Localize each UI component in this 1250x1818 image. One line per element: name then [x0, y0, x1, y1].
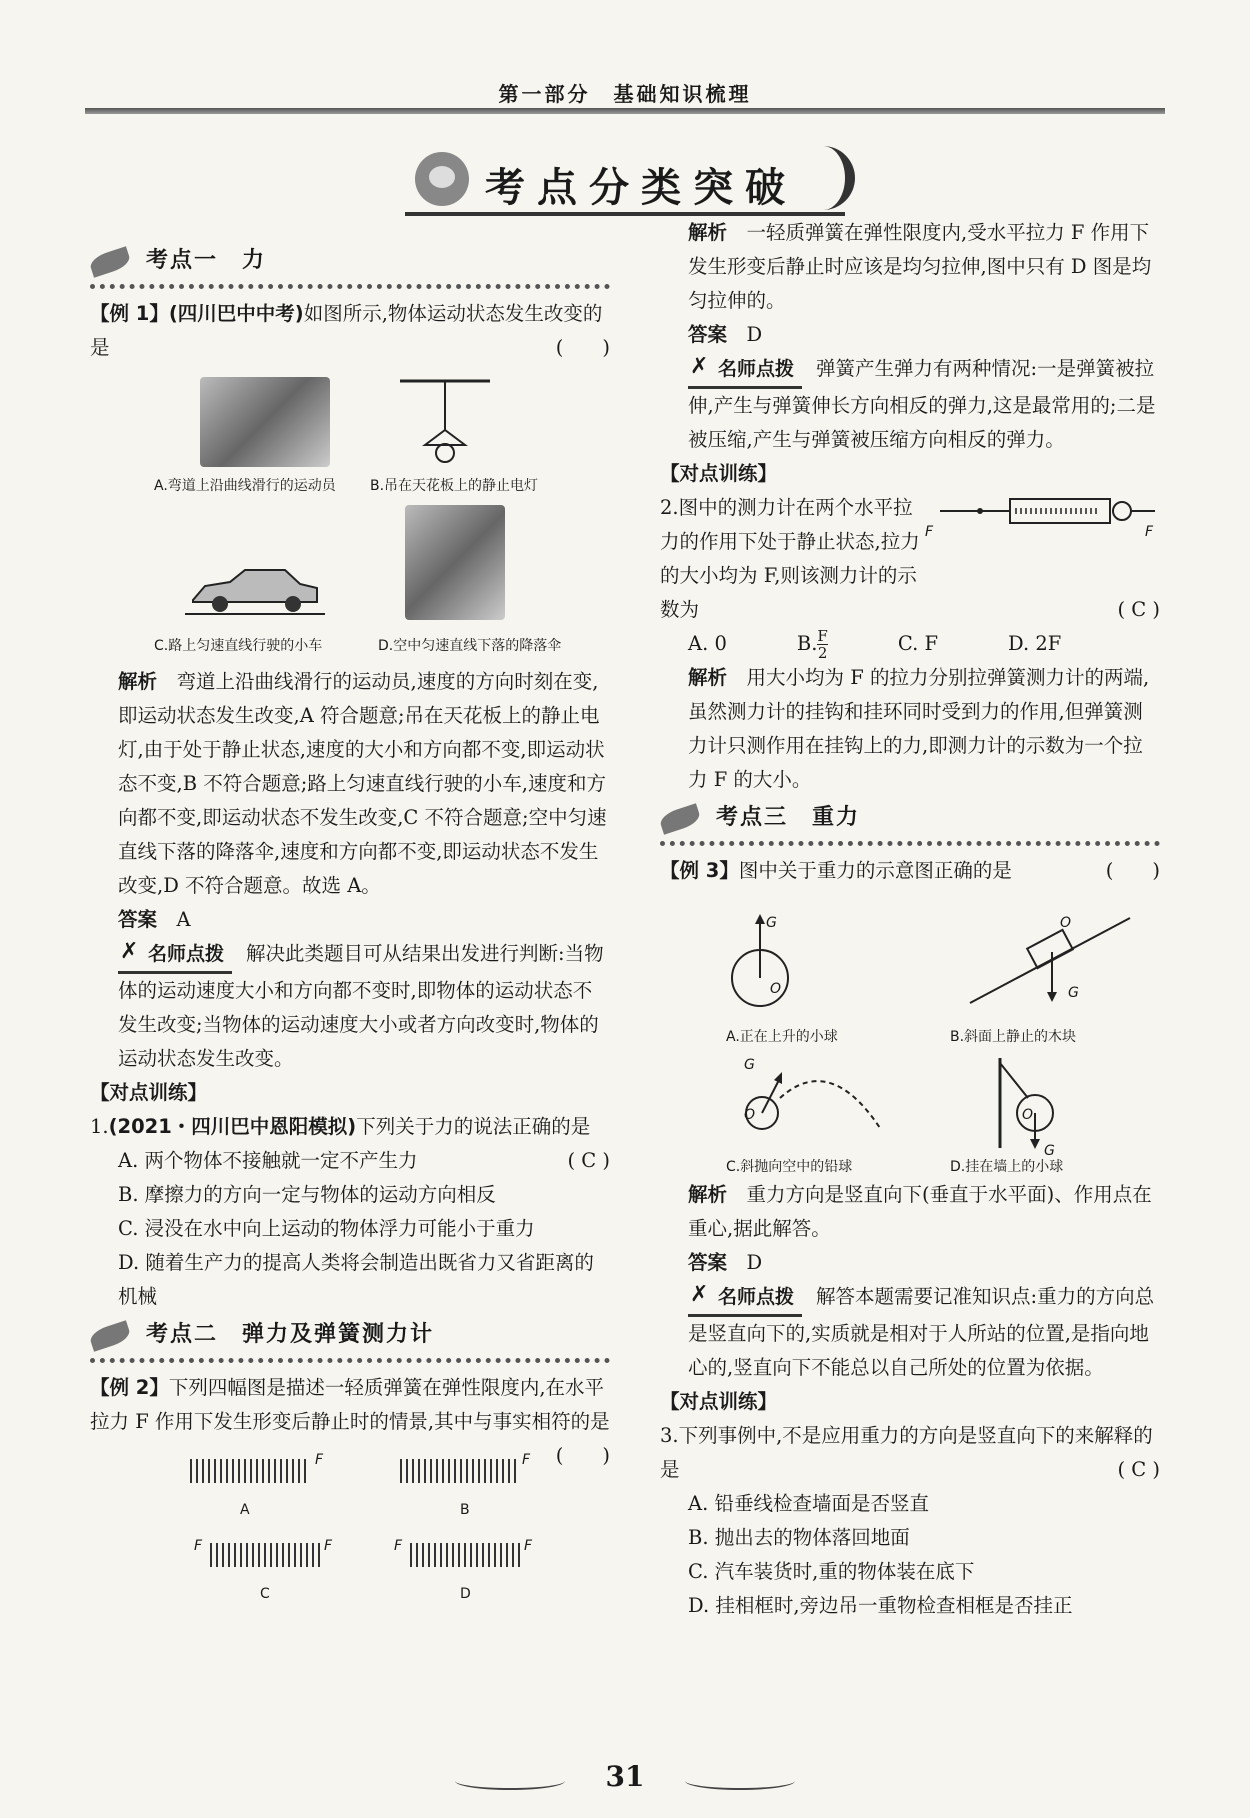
question-2-options [660, 627, 1160, 661]
o-label: O [1060, 915, 1072, 931]
example-1-figure [90, 365, 610, 665]
source: (四川巴中中考) [168, 302, 304, 325]
answer-label: 答案 [688, 323, 728, 346]
fraction [817, 628, 827, 661]
answer-label: 答案 [118, 908, 158, 931]
label-c: C [260, 1586, 270, 1602]
answer-bracket: ( ) [555, 1444, 610, 1467]
answer-value: D [746, 323, 763, 346]
section-title: 考点三 重力 [716, 805, 861, 830]
answer-bracket: ( C ) [567, 1149, 610, 1172]
label-b: B [460, 1502, 470, 1518]
source: (2021・四川巴中恩阳模拟) [108, 1115, 357, 1138]
answer-bracket: ( C ) [1117, 598, 1160, 621]
force-label: F [324, 1538, 333, 1554]
option-a: A. 两个物体不接触就一定不产生力 [118, 1149, 418, 1172]
tip-3 [660, 1280, 1160, 1385]
spring-a [190, 1459, 310, 1483]
caption-a: A.弯道上沿曲线滑行的运动员 [154, 478, 336, 494]
analysis-label: 解析 [118, 670, 158, 693]
spring-b [400, 1459, 520, 1483]
example-2-figure [90, 1439, 610, 1609]
option-d: D. 2F [1008, 632, 1062, 655]
banner-scroll-icon [805, 146, 855, 210]
caption-a: A.正在上升的小球 [726, 1029, 838, 1045]
answer-bracket: ( ) [1105, 859, 1160, 882]
answer-value: A [176, 908, 191, 931]
tip-text: 弹簧产生弹力有两种情况:一是弹簧被拉伸,产生与弹簧伸长方向相反的弹力,这是最常用的;二是被压缩,产生与弹簧被压缩方向相反的弹力。 [688, 357, 1156, 451]
g-label: G [766, 915, 777, 931]
caption-c: C.斜抛向空中的铅球 [726, 1159, 853, 1175]
option-d: D. 挂相框时,旁边吊一重物检查相框是否挂正 [688, 1594, 1073, 1617]
section-title: 考点二 弹力及弹簧测力计 [146, 1322, 435, 1347]
training-label: 【对点训练】 [90, 1081, 208, 1104]
tip-1 [90, 937, 610, 1076]
section-banner [405, 150, 845, 216]
g-label: G [1044, 1143, 1055, 1159]
question-text: 图中关于重力的示意图正确的是 [738, 859, 1012, 882]
shot-put-diagram [740, 1058, 890, 1148]
leaf-icon [88, 246, 132, 277]
question-text: 如图所示,物体运动状态发生改变的是 [90, 302, 603, 359]
example-2-question [90, 1371, 610, 1467]
tip-label: ✗ 名师点拨 [688, 352, 802, 389]
question-number: 1. [90, 1115, 109, 1138]
example-tag: 【例 2】 [90, 1376, 169, 1399]
page-number: 31 [605, 1760, 645, 1793]
g-label: G [744, 1057, 755, 1073]
caption-b: B.斜面上静止的木块 [950, 1029, 1077, 1045]
option-b [797, 627, 828, 661]
force-label: F [315, 1452, 324, 1468]
header-rule [85, 108, 1165, 114]
analysis-label: 解析 [688, 666, 728, 689]
option-b-letter: B. [796, 632, 818, 655]
tip-text: 解答本题需要记准知识点:重力的方向总是竖直向下的,实质就是相对于人所站的位置,是指向地心的,竖直向下不能总以自己所处的位置为依据。 [688, 1285, 1155, 1379]
caption-c: C.路上匀速直线行驶的小车 [154, 638, 323, 654]
banner-title: 考点分类突破 [485, 164, 797, 211]
footer-ornament-left [455, 1772, 565, 1790]
example-3-figure [660, 888, 1160, 1178]
left-column [90, 240, 610, 1609]
caption-d: D.空中匀速直线下落的降落伞 [378, 638, 562, 654]
example-1-question [90, 297, 610, 365]
option-c: C. 浸没在水中向上运动的物体浮力可能小于重力 [118, 1217, 535, 1240]
force-label: F [524, 1538, 533, 1554]
spring-scale-diagram [930, 491, 1160, 551]
force-label-right: F [1145, 524, 1154, 540]
analysis-text: 一轻质弹簧在弹性限度内,受水平拉力 F 作用下发生形变后静止时应该是均匀拉伸,图中只有 D 图是均匀拉伸的。 [688, 221, 1152, 312]
section-title: 考点一 力 [146, 248, 267, 273]
spring-c [210, 1543, 320, 1567]
o-label: O [1022, 1107, 1034, 1123]
force-label-left: F [925, 524, 934, 540]
label-a: A [240, 1502, 250, 1518]
o-label: O [744, 1107, 756, 1123]
force-label: F [522, 1452, 531, 1468]
example-3-answer [660, 1246, 1160, 1280]
training-label: 【对点训练】 [660, 1390, 778, 1413]
option-c: C. F [897, 632, 938, 655]
question-number: 2. [660, 496, 679, 519]
parachute-photo [405, 505, 505, 620]
training-label: 【对点训练】 [660, 462, 778, 485]
option-c: C. 汽车装货时,重的物体装在底下 [688, 1560, 975, 1583]
example-2-answer [660, 318, 1160, 352]
tip-label: ✗ 名师点拨 [688, 1280, 802, 1317]
answer-value: D [746, 1251, 763, 1274]
mascot-icon [415, 152, 469, 206]
question-text: 下列事例中,不是应用重力的方向是竖直向下的来解释的是 [660, 1424, 1153, 1481]
example-1-answer [90, 903, 610, 937]
question-text: 下列关于力的说法正确的是 [356, 1115, 591, 1138]
example-tag: 【例 1】 [90, 302, 169, 325]
tip-text: 解决此类题目可从结果出发进行判断:当物体的运动速度大小和方向都不变时,即物体的运动状态不发生改变;当物体的运动速度大小或者方向改变时,物体的运动状态发生改变。 [118, 942, 604, 1070]
o-label: O [770, 981, 782, 997]
hanging-ball-diagram [990, 1053, 1090, 1153]
caption-b: B.吊在天花板上的静止电灯 [370, 478, 539, 494]
analysis-label: 解析 [688, 1183, 728, 1206]
car-diagram [185, 560, 325, 620]
option-a: A. 0 [688, 632, 727, 655]
question-3 [660, 1419, 1160, 1487]
option-b: B. 摩擦力的方向一定与物体的运动方向相反 [118, 1183, 496, 1206]
analysis-text: 用大小均为 F 的拉力分别拉弹簧测力计的两端,虽然测力计的挂钩和挂环同时受到力的作用,但弹簧测力计只测作用在挂钩上的力,即测力计的示数为一个拉力 F 的大小。 [688, 666, 1150, 791]
example-2-analysis [660, 216, 1160, 318]
question-2-analysis [660, 661, 1160, 797]
answer-bracket: ( ) [555, 336, 610, 359]
analysis-text: 弯道上沿曲线滑行的运动员,速度的方向时刻在变,即运动状态发生改变,A 符合题意;吊在天花板上的静止电灯,由于处于静止状态,速度的大小和方向都不变,即运动状态不变,B 不符合题意;路上匀速直线行驶的小车,速度和方向都不变,即运动状态不发生改变,C 不符合题意;空中匀速直线下落的降落伞,速度和方向都不变,即运动状态不发生改变,D 不符合题意。故选 A。 [118, 670, 607, 897]
option-a: A. 铅垂线检查墙面是否竖直 [688, 1492, 929, 1515]
leaf-icon [658, 803, 702, 834]
tip-label: ✗ 名师点拨 [118, 937, 232, 974]
analysis-text: 重力方向是竖直向下(垂直于水平面)、作用点在重心,据此解答。 [688, 1183, 1152, 1240]
question-2 [660, 491, 1160, 627]
block-on-slope-diagram [960, 908, 1140, 1018]
example-1-analysis [90, 665, 610, 903]
force-label: F [394, 1538, 403, 1554]
section-heading-1 [90, 244, 610, 289]
section-heading-2 [90, 1318, 610, 1363]
spring-d [410, 1543, 520, 1567]
tip-2 [660, 352, 1160, 457]
example-3-question [660, 854, 1160, 888]
analysis-label: 解析 [688, 221, 728, 244]
answer-bracket: ( C ) [1117, 1458, 1160, 1481]
denominator: 2 [817, 644, 828, 662]
running-header: 第一部分 基础知识梳理 [498, 82, 752, 106]
caption-d: D.挂在墙上的小球 [950, 1159, 1064, 1175]
label-d: D [460, 1586, 471, 1602]
question-text: 下列四幅图是描述一轻质弹簧在弹性限度内,在水平拉力 F 作用下发生形变后静止时的情景,其中与事实相符的是 [90, 1376, 610, 1433]
skater-photo [200, 377, 330, 467]
g-label: G [1068, 985, 1079, 1001]
question-number: 3. [660, 1424, 679, 1447]
example-3-analysis [660, 1178, 1160, 1246]
section-heading-3 [660, 801, 1160, 846]
question-text: 图中的测力计在两个水平拉力的作用下处于静止状态,拉力的大小均为 F,则该测力计的示数为 [660, 496, 920, 621]
example-tag: 【例 3】 [660, 859, 739, 882]
lamp-diagram [390, 375, 500, 470]
option-d: D. 随着生产力的提高人类将会制造出既省力又省距离的机械 [118, 1251, 594, 1308]
footer-ornament-right [685, 1772, 795, 1790]
option-b: B. 抛出去的物体落回地面 [688, 1526, 910, 1549]
leaf-icon [88, 1320, 132, 1351]
answer-label: 答案 [688, 1251, 728, 1274]
force-label: F [194, 1538, 203, 1554]
numerator: F [817, 627, 828, 645]
right-column [660, 216, 1160, 1623]
